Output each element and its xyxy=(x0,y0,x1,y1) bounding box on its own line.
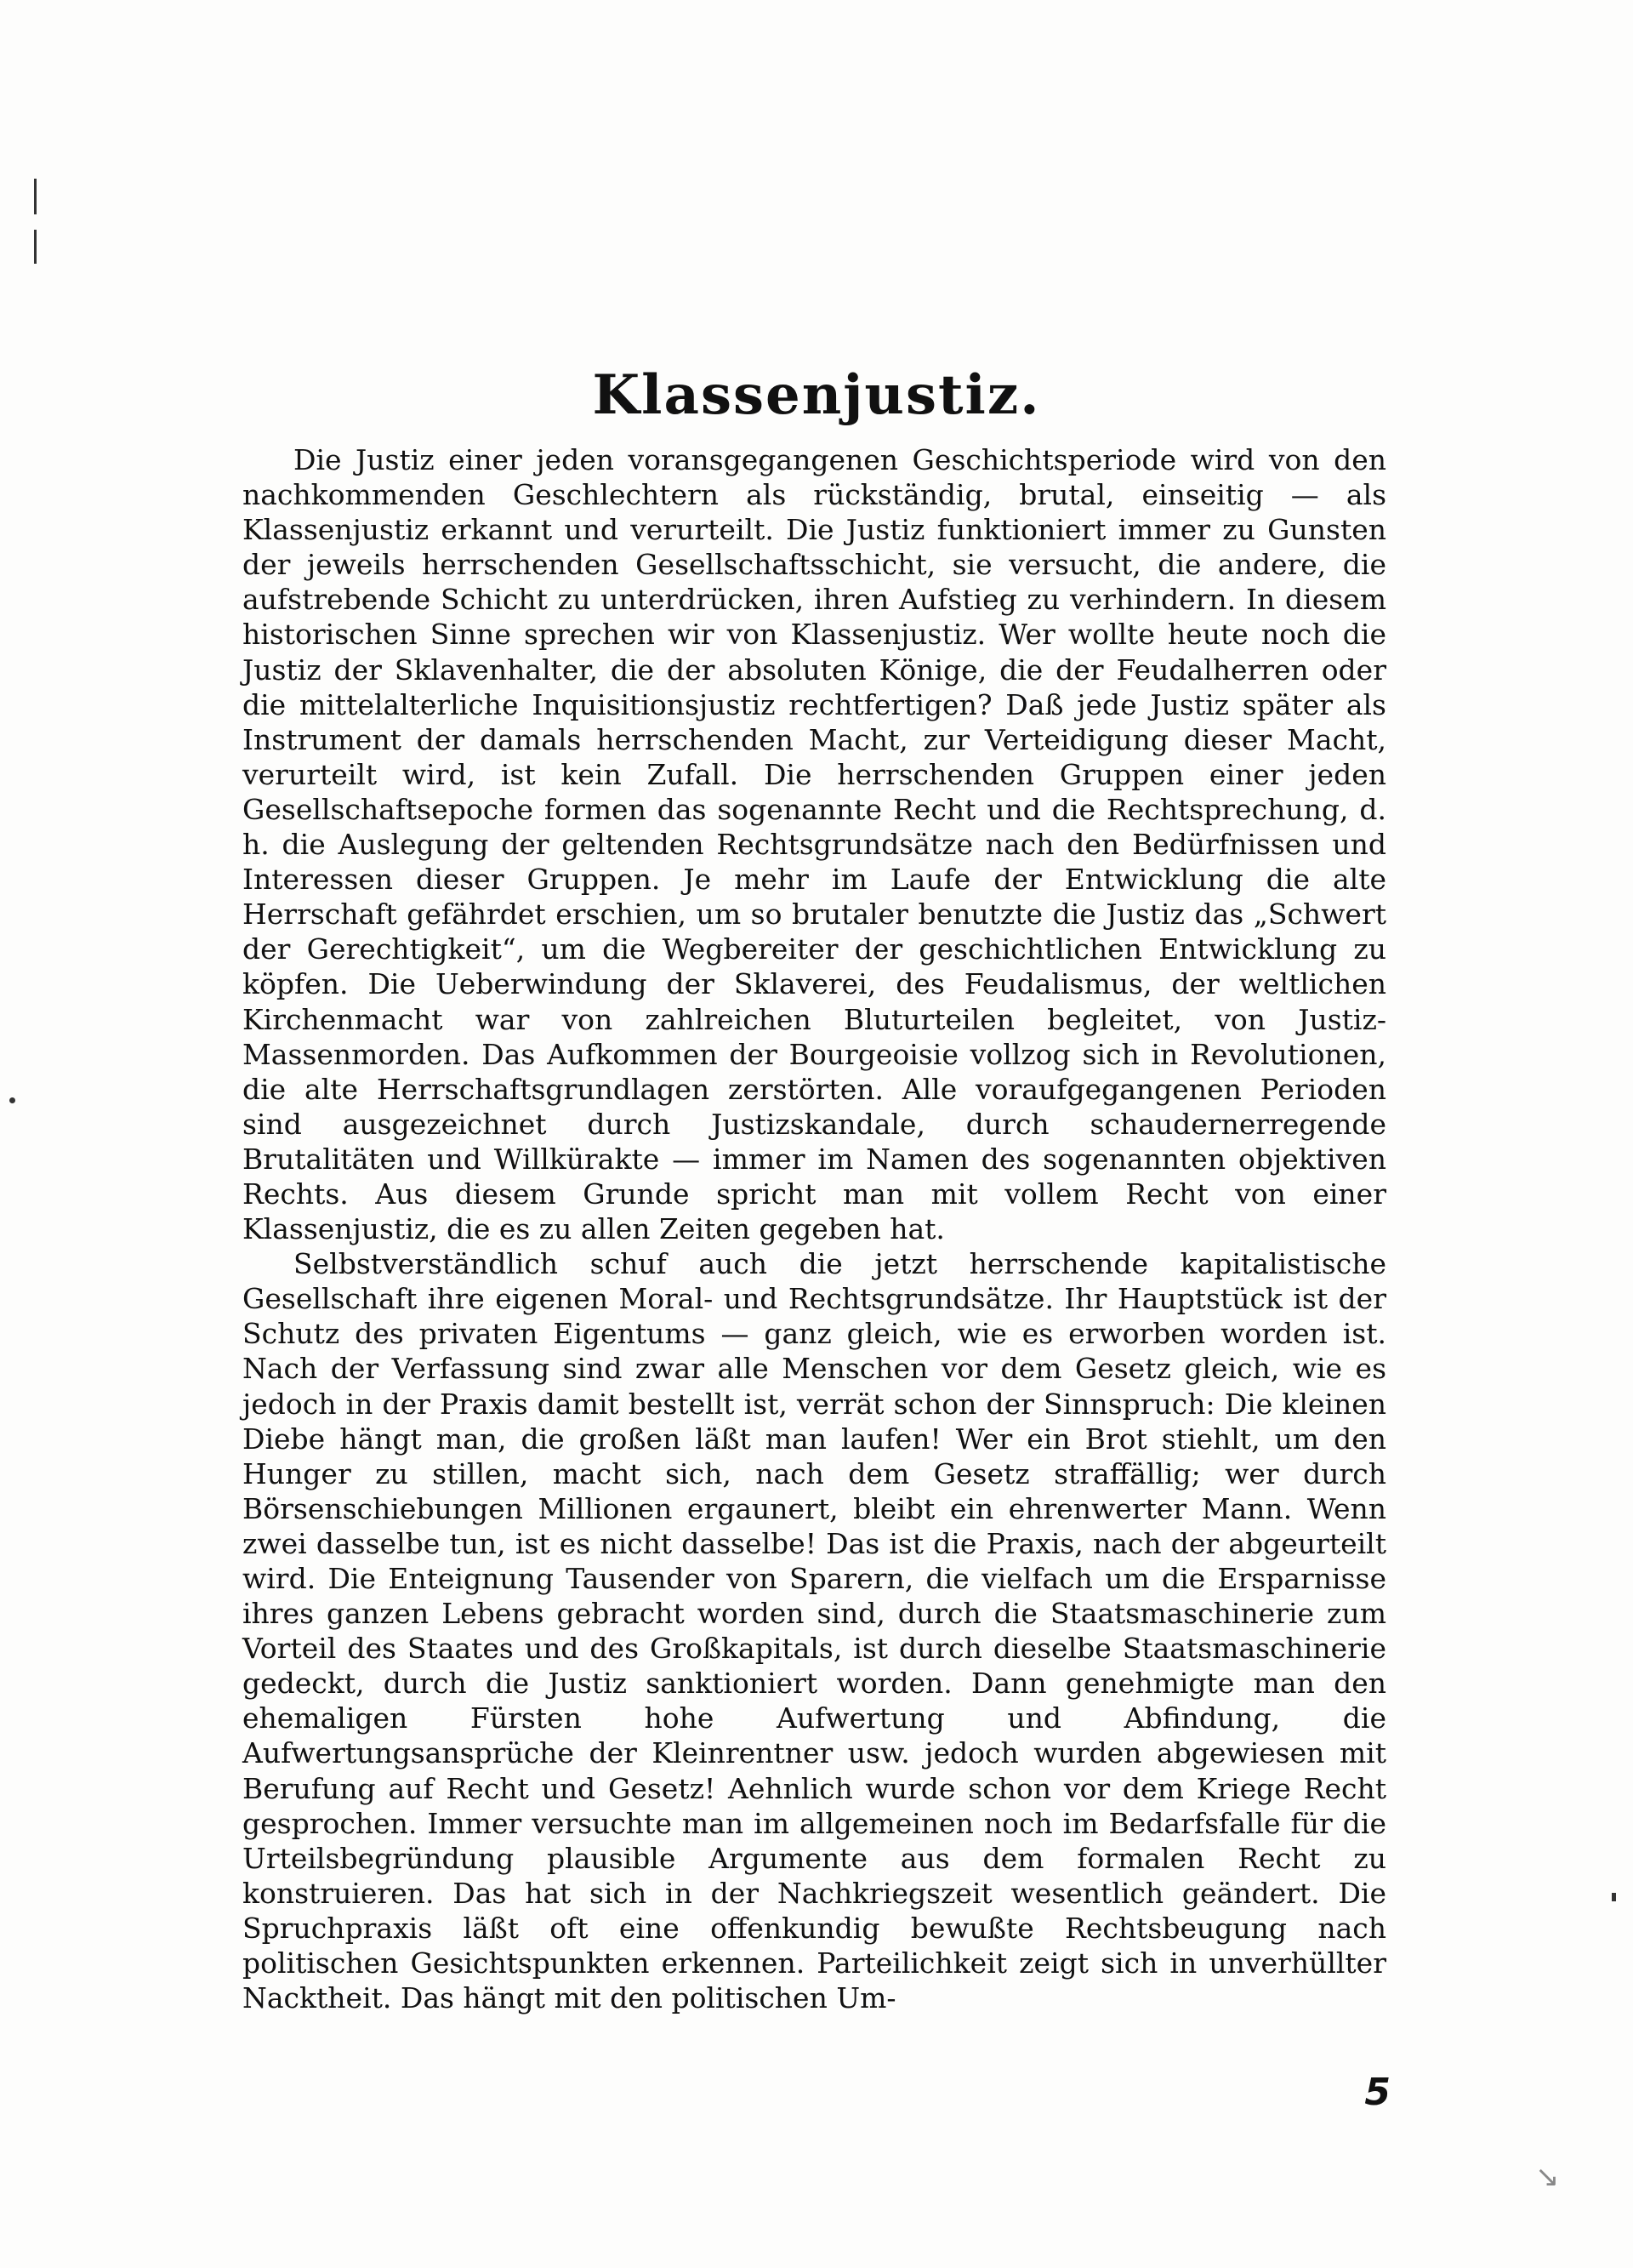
scan-artifact-mark xyxy=(34,230,37,264)
scan-artifact-dot xyxy=(9,1097,15,1103)
paragraph: Selbstverständlich schuf auch die jetzt herrschende kapitalistische Gesellschaft ihre eigenen Moral- und Rechtsgrundsätze. Ihr Hauptstück ist der Schutz des privaten Eigentums — ganz gleich, wie es erworben worden ist. Nach der Verfassung sind zwar alle Menschen vor dem Gesetz gleich, wie es jedoch in der Praxis damit bestellt ist, verrät schon der Sinnspruch: Die kleinen Diebe hängt man, die großen läßt man laufen! Wer ein Brot stiehlt, um den Hunger zu stillen, macht sich, nach dem Gesetz straffällig; wer durch Börsenschiebungen Millionen ergaunert, bleibt ein ehrenwerter Mann. Wenn zwei dasselbe tun, ist es nicht dasselbe! Das ist die Praxis, nach der abgeurteilt wird. Die Enteignung Tausender von Sparern, die vielfach um die Ersparnisse ihres ganzen Lebens gebracht worden sind, durch die Staatsmaschinerie zum Vorteil des Staates und des Großkapitals, ist durch dieselbe Staatsmaschinerie gedeckt, durch die Justiz sanktioniert worden. Dann genehmigte man den ehemaligen Fürsten hohe Aufwertung und Abfindung, die Aufwertungsansprüche der Kleinrentner usw. jedoch wurden abgewiesen mit Berufung auf Recht und Gesetz! Aehnlich wurde schon vor dem Kriege Recht gesprochen. Immer versuchte man im allgemeinen noch im Bedarfsfalle für die Urteilsbegründung plausible Argumente aus dem formalen Recht zu konstruieren. Das hat sich in der Nachkriegszeit wesentlich geändert. Die Spruchpraxis läßt oft eine offenkundig bewußte Rechtsbeugung nach politischen Gesichtspunkten erkennen. Parteilichkeit zeigt sich in unverhüllter Nacktheit. Das hängt mit den politischen Um- xyxy=(242,1247,1386,2015)
scan-artifact-mark xyxy=(1612,1893,1616,1901)
pencil-mark-icon: ↘ xyxy=(1535,2160,1560,2194)
scan-artifact-mark xyxy=(34,179,37,214)
page-number: 5 xyxy=(1364,2071,1391,2114)
body-text xyxy=(242,442,1386,2015)
paragraph: Die Justiz einer jeden voransgegangenen Geschichtsperiode wird von den nachkommenden Geschlechtern als rückständig, brutal, einseitig — als Klassenjustiz erkannt und verurteilt. Die Justiz funktioniert immer zu Gunsten der jeweils herrschenden Gesellschaftsschicht, sie versucht, die andere, die aufstrebende Schicht zu unterdrücken, ihren Aufstieg zu verhindern. In diesem historischen Sinne sprechen wir von Klassenjustiz. Wer wollte heute noch die Justiz der Sklavenhalter, die der absoluten Könige, die der Feudalherren oder die mittelalterliche Inquisitionsjustiz rechtfertigen? Daß jede Justiz später als Instrument der damals herrschenden Macht, zur Verteidigung dieser Macht, verurteilt wird, ist kein Zufall. Die herrschenden Gruppen einer jeden Gesellschaftsepoche formen das sogenannte Recht und die Rechtsprechung, d. h. die Auslegung der geltenden Rechtsgrundsätze nach den Bedürfnissen und Interessen dieser Gruppen. Je mehr im Laufe der Entwicklung die alte Herrschaft gefährdet erschien, um so brutaler benutzte die Justiz das „Schwert der Gerechtigkeit“, um die Wegbereiter der geschichtlichen Entwicklung zu köpfen. Die Ueberwindung der Sklaverei, des Feudalismus, der weltlichen Kirchenmacht war von zahlreichen Bluturteilen begleitet, von Justiz-Massenmorden. Das Aufkommen der Bourgeoisie vollzog sich in Revolutionen, die alte Herrschaftsgrundlagen zerstörten. Alle voraufgegangenen Perioden sind ausgezeichnet durch Justizskandale, durch schaudernerregende Brutalitäten und Willkürakte — immer im Namen des sogenannten objektiven Rechts. Aus diesem Grunde spricht man mit vollem Recht von einer Klassenjustiz, die es zu allen Zeiten gegeben hat. xyxy=(242,443,1386,1246)
page-title: Klassenjustiz. xyxy=(592,363,1041,427)
